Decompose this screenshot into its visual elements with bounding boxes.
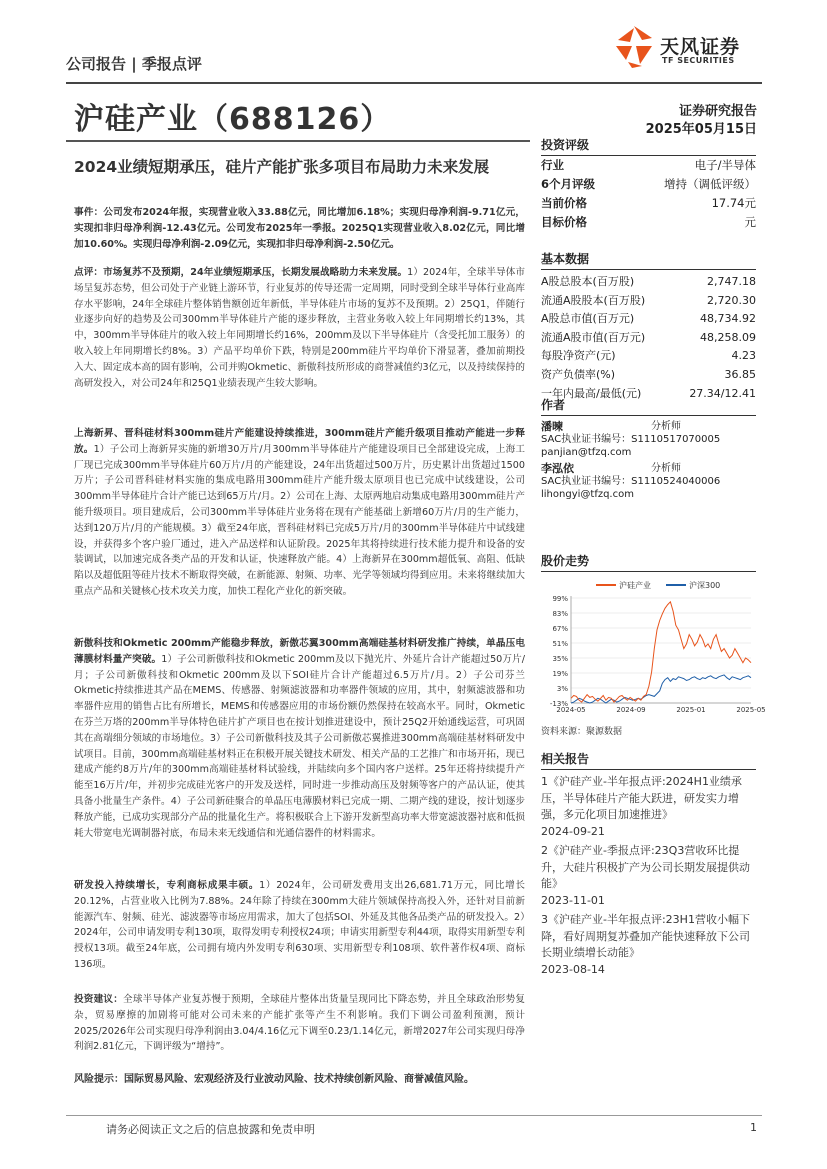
- sub-lead: 新傲科技和Okmetic 200mm产能稳步释放，新傲芯翼300mm高端硅基材料研发推广持续，单晶压电薄膜材料量产突破。: [74, 638, 525, 665]
- author-header: [541, 462, 756, 475]
- author-email[interactable]: lihongyi@tfzq.com: [541, 489, 634, 500]
- y-tick-label: 19%: [552, 670, 568, 678]
- capacity-paragraph: [74, 426, 525, 600]
- rating-value: 元: [744, 215, 756, 229]
- logo-icon: [612, 24, 656, 70]
- basic-data-key: 一年内最高/最低(元): [541, 386, 642, 400]
- basic-data-row: [541, 366, 756, 385]
- review-paragraph: [74, 265, 525, 391]
- rating-value: 增持（调低评级）: [664, 177, 756, 191]
- invest-lead: 投资建议：: [74, 994, 124, 1005]
- legend-label: 沪硅产业: [619, 581, 651, 590]
- rating-section: [541, 136, 756, 232]
- author-name: 李泓依: [541, 462, 574, 475]
- basic-data-value: 27.34/12.41: [689, 386, 756, 400]
- related-report-date: 2023-11-01: [541, 893, 605, 907]
- x-tick-label: 2025-01: [676, 706, 706, 714]
- related-title: 相关报告: [541, 750, 756, 770]
- basic-data-key: A股总股本(百万股): [541, 275, 635, 288]
- report-date: 2025年05月15日: [645, 122, 757, 137]
- sub-paragraph: [74, 636, 525, 841]
- stock-chart-title: 股价走势: [541, 552, 756, 572]
- report-category: 公司报告 | 季报点评: [66, 55, 202, 73]
- logo-sub: TF SECURITIES: [662, 56, 735, 65]
- basic-data-value: 36.85: [724, 367, 756, 381]
- basic-data-key: 每股净资产(元): [541, 349, 616, 363]
- rating-row: [541, 156, 756, 175]
- basic-data-row: [541, 347, 756, 366]
- basic-data-row: [541, 273, 756, 292]
- authors-section: [541, 396, 756, 504]
- rating-value: 电子/半导体: [694, 158, 756, 172]
- x-tick-label: 2024-05: [556, 706, 586, 714]
- chart-source: 资料来源：聚源数据: [541, 727, 623, 737]
- y-tick-label: 3%: [556, 685, 568, 693]
- logo-name: 天风证券: [660, 36, 741, 58]
- x-tick-label: 2024-09: [616, 706, 646, 714]
- invest-paragraph: [74, 992, 525, 1055]
- review-text: 1）2024年，全球半导体市场呈复苏态势，但公司处于产业链上游环节，行业复苏的传导还需一定周期，同时受到全球半导体行业高库存水平影响，24年全球硅片整体销售额创近年新低，半导体硅片市场的复苏不及预期。2）25Q1，伴随行业逐步向好的趋势及公司300mm半导体硅片产能的逐步释放，主营业务收入较上年同期增长约13%，其中，300mm半导体硅片的收入较上年同期增长约16%，200mm及以下半导体硅片（含受托加工服务）的收入较上年同期增长约8%。3）产品平均单价下跌，特别是200mm硅片平均单价下滑显著，叠加前期投入大、固定成本高的固有影响，公司并购Okmetic、新傲科技所形成的商誉减值约3亿元，以及持续保持的高研发投入，对公司24年和25Q1业绩表现产生较大影响。: [74, 267, 525, 389]
- basic-data-row: [541, 329, 756, 348]
- rd-paragraph: [74, 878, 525, 973]
- author-cert: SAC执业证书编号：S1110524040006: [541, 476, 721, 487]
- related-report-date: 2024-09-21: [541, 824, 605, 838]
- related-report[interactable]: [541, 912, 756, 978]
- stock-chart-section: [541, 552, 756, 572]
- company-title: 沪硅产业（688126）: [74, 102, 392, 137]
- author-role: 分析师: [651, 421, 681, 432]
- x-tick-label: 2025-05: [736, 706, 766, 714]
- rating-key: 行业: [541, 158, 564, 172]
- rating-key: 当前价格: [541, 196, 587, 210]
- basic-data-key: 流通A股股本(百万股): [541, 293, 646, 307]
- related-report-title: 2《沪硅产业-季报点评:23Q3营收环比提升，大硅片积极扩产为公司长期发展提供动能》: [541, 844, 750, 890]
- y-tick-label: 83%: [552, 610, 568, 618]
- authors-title: 作者: [541, 396, 756, 416]
- basic-data-value: 2,747.18: [707, 275, 756, 288]
- basic-data-key: A股总市值(百万元): [541, 312, 635, 326]
- basic-data-row: [541, 310, 756, 329]
- related-report-date: 2023-08-14: [541, 962, 605, 976]
- y-tick-label: 99%: [552, 595, 568, 603]
- report-subtitle: 2024业绩短期承压，硅片产能扩张多项目布局助力未来发展: [74, 158, 490, 176]
- related-report[interactable]: [541, 774, 756, 840]
- y-tick-label: 35%: [552, 655, 568, 663]
- rating-title: 投资评级: [541, 136, 756, 156]
- risk-warning: 风险提示：国际贸易风险、宏观经济及行业波动风险、技术持续创新风险、商誉减值风险。: [74, 1074, 474, 1085]
- author-cert: SAC执业证书编号：S1110517070005: [541, 434, 721, 445]
- footer-divider: [66, 1115, 762, 1116]
- related-report-title: 1《沪硅产业-半年报点评:2024H1业绩承压，半导体硅片产能大跃进，研发实力增强，多元化项目加速推进》: [541, 775, 742, 821]
- basic-data-value: 48,258.09: [700, 330, 756, 344]
- rd-lead: 研发投入持续增长，专利商标成果丰硕。: [74, 880, 260, 891]
- basic-data-row: [541, 292, 756, 311]
- related-report[interactable]: [541, 843, 756, 909]
- author-entry: [541, 462, 756, 501]
- review-lead: 点评：市场复苏不及预期，24年业绩短期承压，长期发展战略助力未来发展。: [74, 267, 408, 278]
- author-entry: [541, 420, 756, 459]
- y-tick-label: 67%: [552, 625, 568, 633]
- basic-data-key: 资产负债率(%): [541, 367, 616, 381]
- basic-data-title: 基本数据: [541, 250, 756, 270]
- author-header: [541, 420, 756, 433]
- basic-data-value: 2,720.30: [707, 293, 756, 307]
- y-tick-label: 51%: [552, 640, 568, 648]
- y-tick-label: -13%: [549, 700, 568, 708]
- basic-data-value: 4.23: [731, 349, 756, 363]
- rating-row: [541, 194, 756, 213]
- capacity-text: 1）子公司上海新昇实施的新增30万片/月300mm半导体硅片产能建设项目已全部建设完成，上海工厂现已完成300mm半导体硅片60万片/月的产能建设，24年出货超过500万片，历史累计出货超过1500万片；子公司晋科硅材料实施的集成电路用300mm硅片产能升级太原项目也已完成中试线建设，公司300mm半导体硅片合计产能已达到65万片/月。2）公司在上海、太原两地启动集成电路用300mm硅片产能升级项目。项目建成后，公司300mm半导体硅片业务将在现有产能基础上新增60万片/月的生产能力，达到120万片/月的产能规模。3）截至24年底，晋科硅材料已完成5万片/月的300mm半导体硅片中试线建设，并获得多个客户验厂通过，进入产品送样和认证阶段。2025年其将持续进行技术能力提升和设备的安装调试，以加速完成各类产品的开发和认证，快速释放产能。4）上海新昇在300mm超低氧、高阻、低缺陷以及超低阻等硅片技术不断取得突破，在新能源、射频、功率、光学等领域均得到应用。未来将继续加大重点产品和关键核心技术攻关力度，加快工程化产业化的新突破。: [74, 443, 525, 597]
- author-role: 分析师: [651, 463, 681, 474]
- rating-value: 17.74元: [711, 196, 756, 210]
- footer-disclaimer: 请务必阅读正文之后的信息披露和免责申明: [106, 1123, 315, 1136]
- sub-text: 1）子公司新傲科技和Okmetic 200mm及以下抛光片、外延片合计产能超过50万片/月；子公司新傲科技和Okmetic 200mm及以下SOI硅片合计产能超过6.5万片/月。2）子公司芬兰Okmetic持续推进其产品在MEMS、传感器、射频滤波器和功率器件领域的应用，其中，射频滤波器和功率器件应用的销售占比有所增长，MEMS和传感器应用的市场份额仍然保持在较高水平。同时，Okmetic在芬兰万塔的200mm半导体特色硅片扩产项目也在按计划推进建设中，预计25Q2开始通线运营，可巩固其在高端细分领域的市场地位。3）子公司新傲科技及其子公司新傲芯翼推进300mm高端硅基材料研发中试项目。目前，300mm高端硅基材料正在积极开展关键技术研发、相关产品的工艺推广和市场开拓，现已建成产能约8万片/年的300mm高端硅基材料试验线，并陆续向多个国内客户送样。25年还将持续提升产能至16万片/年，并初步完成硅光客户的开发及送样，同时进一步推动高压及射频等客户的产品认证，使其具备小批量生产条件。4）子公司新硅聚合的单晶压电薄膜材料已完成一期、二期产线的建设，按计划逐步释放产能，已成功实现部分产品的批量化生产。将积极联合上下游开发新型高功率大带宽滤波器衬底和低损耗大带宽电光调制器衬底，布局未来无线通信和光通信器件的材料需求。: [74, 653, 526, 839]
- rd-text: 1）2024年，公司研发费用支出26,681.71万元，同比增长20.12%，占营业收入比例为7.88%。24年除了持续在300mm大硅片领域保持高投入外，还针对目前新能源汽车、射频、硅光、滤波器等市场应用需求，加大了包括SOI、外延及其他各品类产品的研发投入。2）2024年，公司申请发明专利130项，取得发明专利授权24项；申请实用新型专利44项，取得实用新型专利授权13项。截至24年底，公司拥有境内外发明专利630项、实用新型专利108项、软件著作权4项、商标136项。: [74, 880, 525, 970]
- invest-text: 全球半导体产业复苏慢于预期，全球硅片整体出货量呈现同比下降态势，并且全球政治形势复杂，贸易摩擦的加剧将可能对公司未来的产能扩张等产生不利影响。我们下调公司盈利预测，预计2025/2026年公司实现归母净利润由3.04/4.16亿元下调至0.23/1.14亿元，新增2027年公司实现归母净利润2.81亿元，下调评级为“增持”。: [74, 994, 526, 1053]
- header-divider: [66, 82, 762, 84]
- capacity-lead: 上海新昇、晋科硅材料300mm硅片产能建设持续推进，300mm硅片产能升级项目推动产能进一步释放。: [74, 428, 525, 455]
- event-paragraph: [74, 205, 525, 252]
- stock-price-chart: [541, 578, 766, 714]
- related-report-title: 3《沪硅产业-半年报点评:23H1营收小幅下降，看好周期复苏叠加产能快速释放下公司长期业绩增长动能》: [541, 913, 750, 959]
- page-number: 1: [750, 1121, 757, 1134]
- author-email[interactable]: panjian@tfzq.com: [541, 447, 632, 458]
- rating-row: [541, 175, 756, 194]
- basic-data-key: 流通A股市值(百万元): [541, 330, 646, 344]
- basic-data-section: [541, 250, 756, 403]
- rating-key: 目标价格: [541, 215, 587, 229]
- event-text: 事件：公司发布2024年报，实现营业收入33.88亿元，同比增加6.18%；实现归母净利润-9.71亿元，实现扣非归母净利润-12.43亿元。公司发布2025年一季报。2025Q1实现营业收入8.02亿元，同比增加10.60%。实现归母净利润-2.09亿元，实现扣非归母净利润-2.50亿元。: [74, 207, 525, 250]
- hs300-series-line: [571, 675, 751, 703]
- legend-label: 沪深300: [689, 581, 721, 590]
- report-type: 证券研究报告: [678, 104, 757, 119]
- rating-key: 6个月评级: [541, 177, 596, 191]
- basic-data-value: 48,734.92: [700, 312, 756, 326]
- related-section: [541, 750, 756, 981]
- rating-row: [541, 213, 756, 232]
- subtitle-divider: [66, 140, 530, 142]
- author-name: 潘暕: [541, 420, 563, 433]
